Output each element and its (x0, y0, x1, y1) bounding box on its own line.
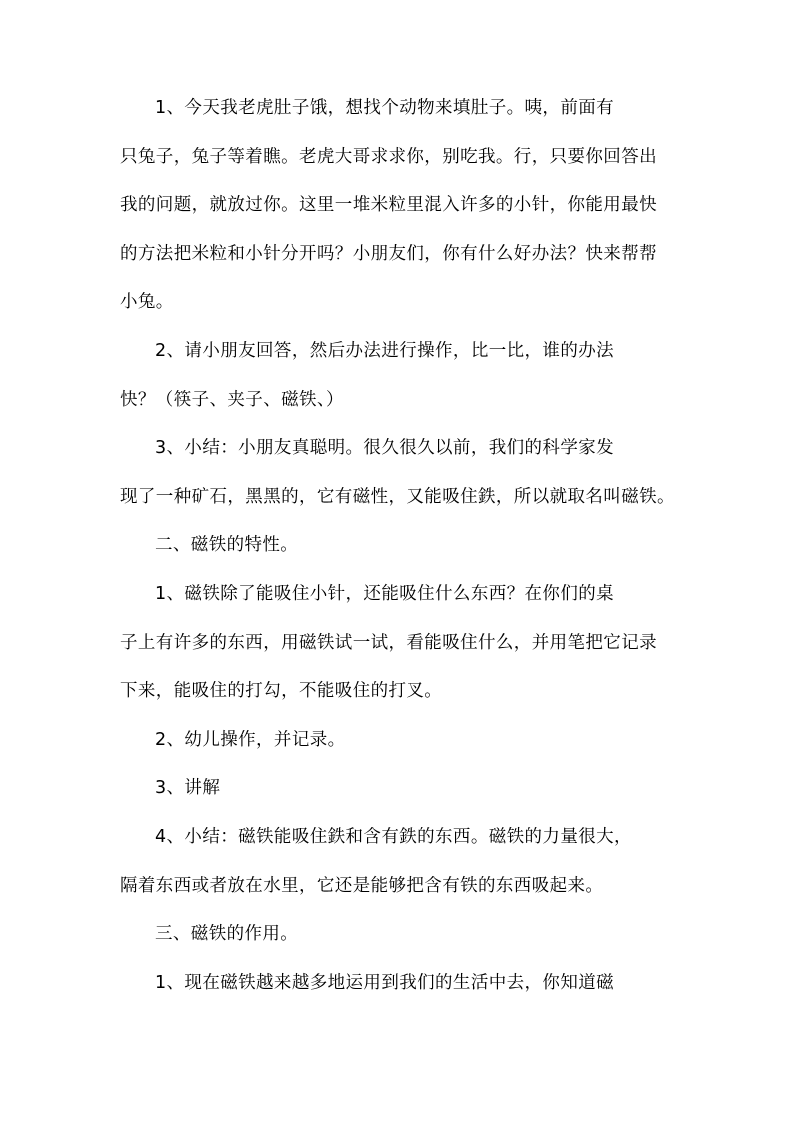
text-line: 3、小结：小朋友真聪明。很久很久以前，我们的科学家发 (155, 438, 615, 459)
document-page (120, 84, 680, 1007)
paragraph-2 (120, 327, 680, 424)
section-heading-3 (120, 910, 680, 959)
text-line: 子上有许多的东西，用磁铁试一试，看能吸住什么，并用笔把它记录 (120, 632, 657, 653)
text-line: 我的问题，就放过你。这里一堆米粒里混入许多的小针，你能用最快 (120, 195, 657, 216)
text-line: 的方法把米粒和小针分开吗？小朋友们，你有什么好办法？快来帮帮 (120, 243, 657, 264)
text-line: 1、磁铁除了能吸住小针，还能吸住什么东西？在你们的桌 (155, 583, 615, 604)
text-line: 小兔。 (120, 292, 174, 313)
text-line: 2、幼儿操作，并记录。 (155, 729, 346, 750)
section-heading-text: 三、磁铁的作用。 (155, 924, 299, 945)
paragraph-10 (120, 959, 680, 1008)
paragraph-7 (120, 764, 680, 813)
text-line: 1、现在磁铁越来越多地运用到我们的生活中去，你知道磁 (155, 972, 615, 993)
section-heading-2 (120, 521, 680, 570)
text-line: 隔着东西或者放在水里，它还是能够把含有铁的东西吸起来。 (120, 875, 604, 896)
text-line: 只兔子，兔子等着瞧。老虎大哥求求你，别吃我。行，只要你回答出 (120, 146, 657, 167)
section-heading-text: 二、磁铁的特性。 (155, 535, 299, 556)
paragraph-1 (120, 84, 680, 327)
text-line: 2、请小朋友回答，然后办法进行操作，比一比，谁的办法 (155, 340, 615, 361)
text-line: 下来，能吸住的打勾，不能吸住的打叉。 (120, 681, 443, 702)
paragraph-8 (120, 813, 680, 910)
paragraph-5 (120, 570, 680, 716)
paragraph-3 (120, 424, 680, 521)
text-line: 4、小结：磁铁能吸住鉄和含有鉄的东西。磁铁的力量很大， (155, 826, 632, 847)
text-line: 快？（筷子、夹子、磁铁、） (120, 389, 344, 410)
text-line: 现了一种矿石，黑黑的，它有磁性，又能吸住鉄，所以就取名叫磁铁。 (120, 486, 675, 507)
text-line: 1、今天我老虎肚子饿，想找个动物来填肚子。咦，前面有 (155, 98, 615, 118)
text-line: 3、讲解 (155, 778, 221, 799)
paragraph-6 (120, 716, 680, 765)
